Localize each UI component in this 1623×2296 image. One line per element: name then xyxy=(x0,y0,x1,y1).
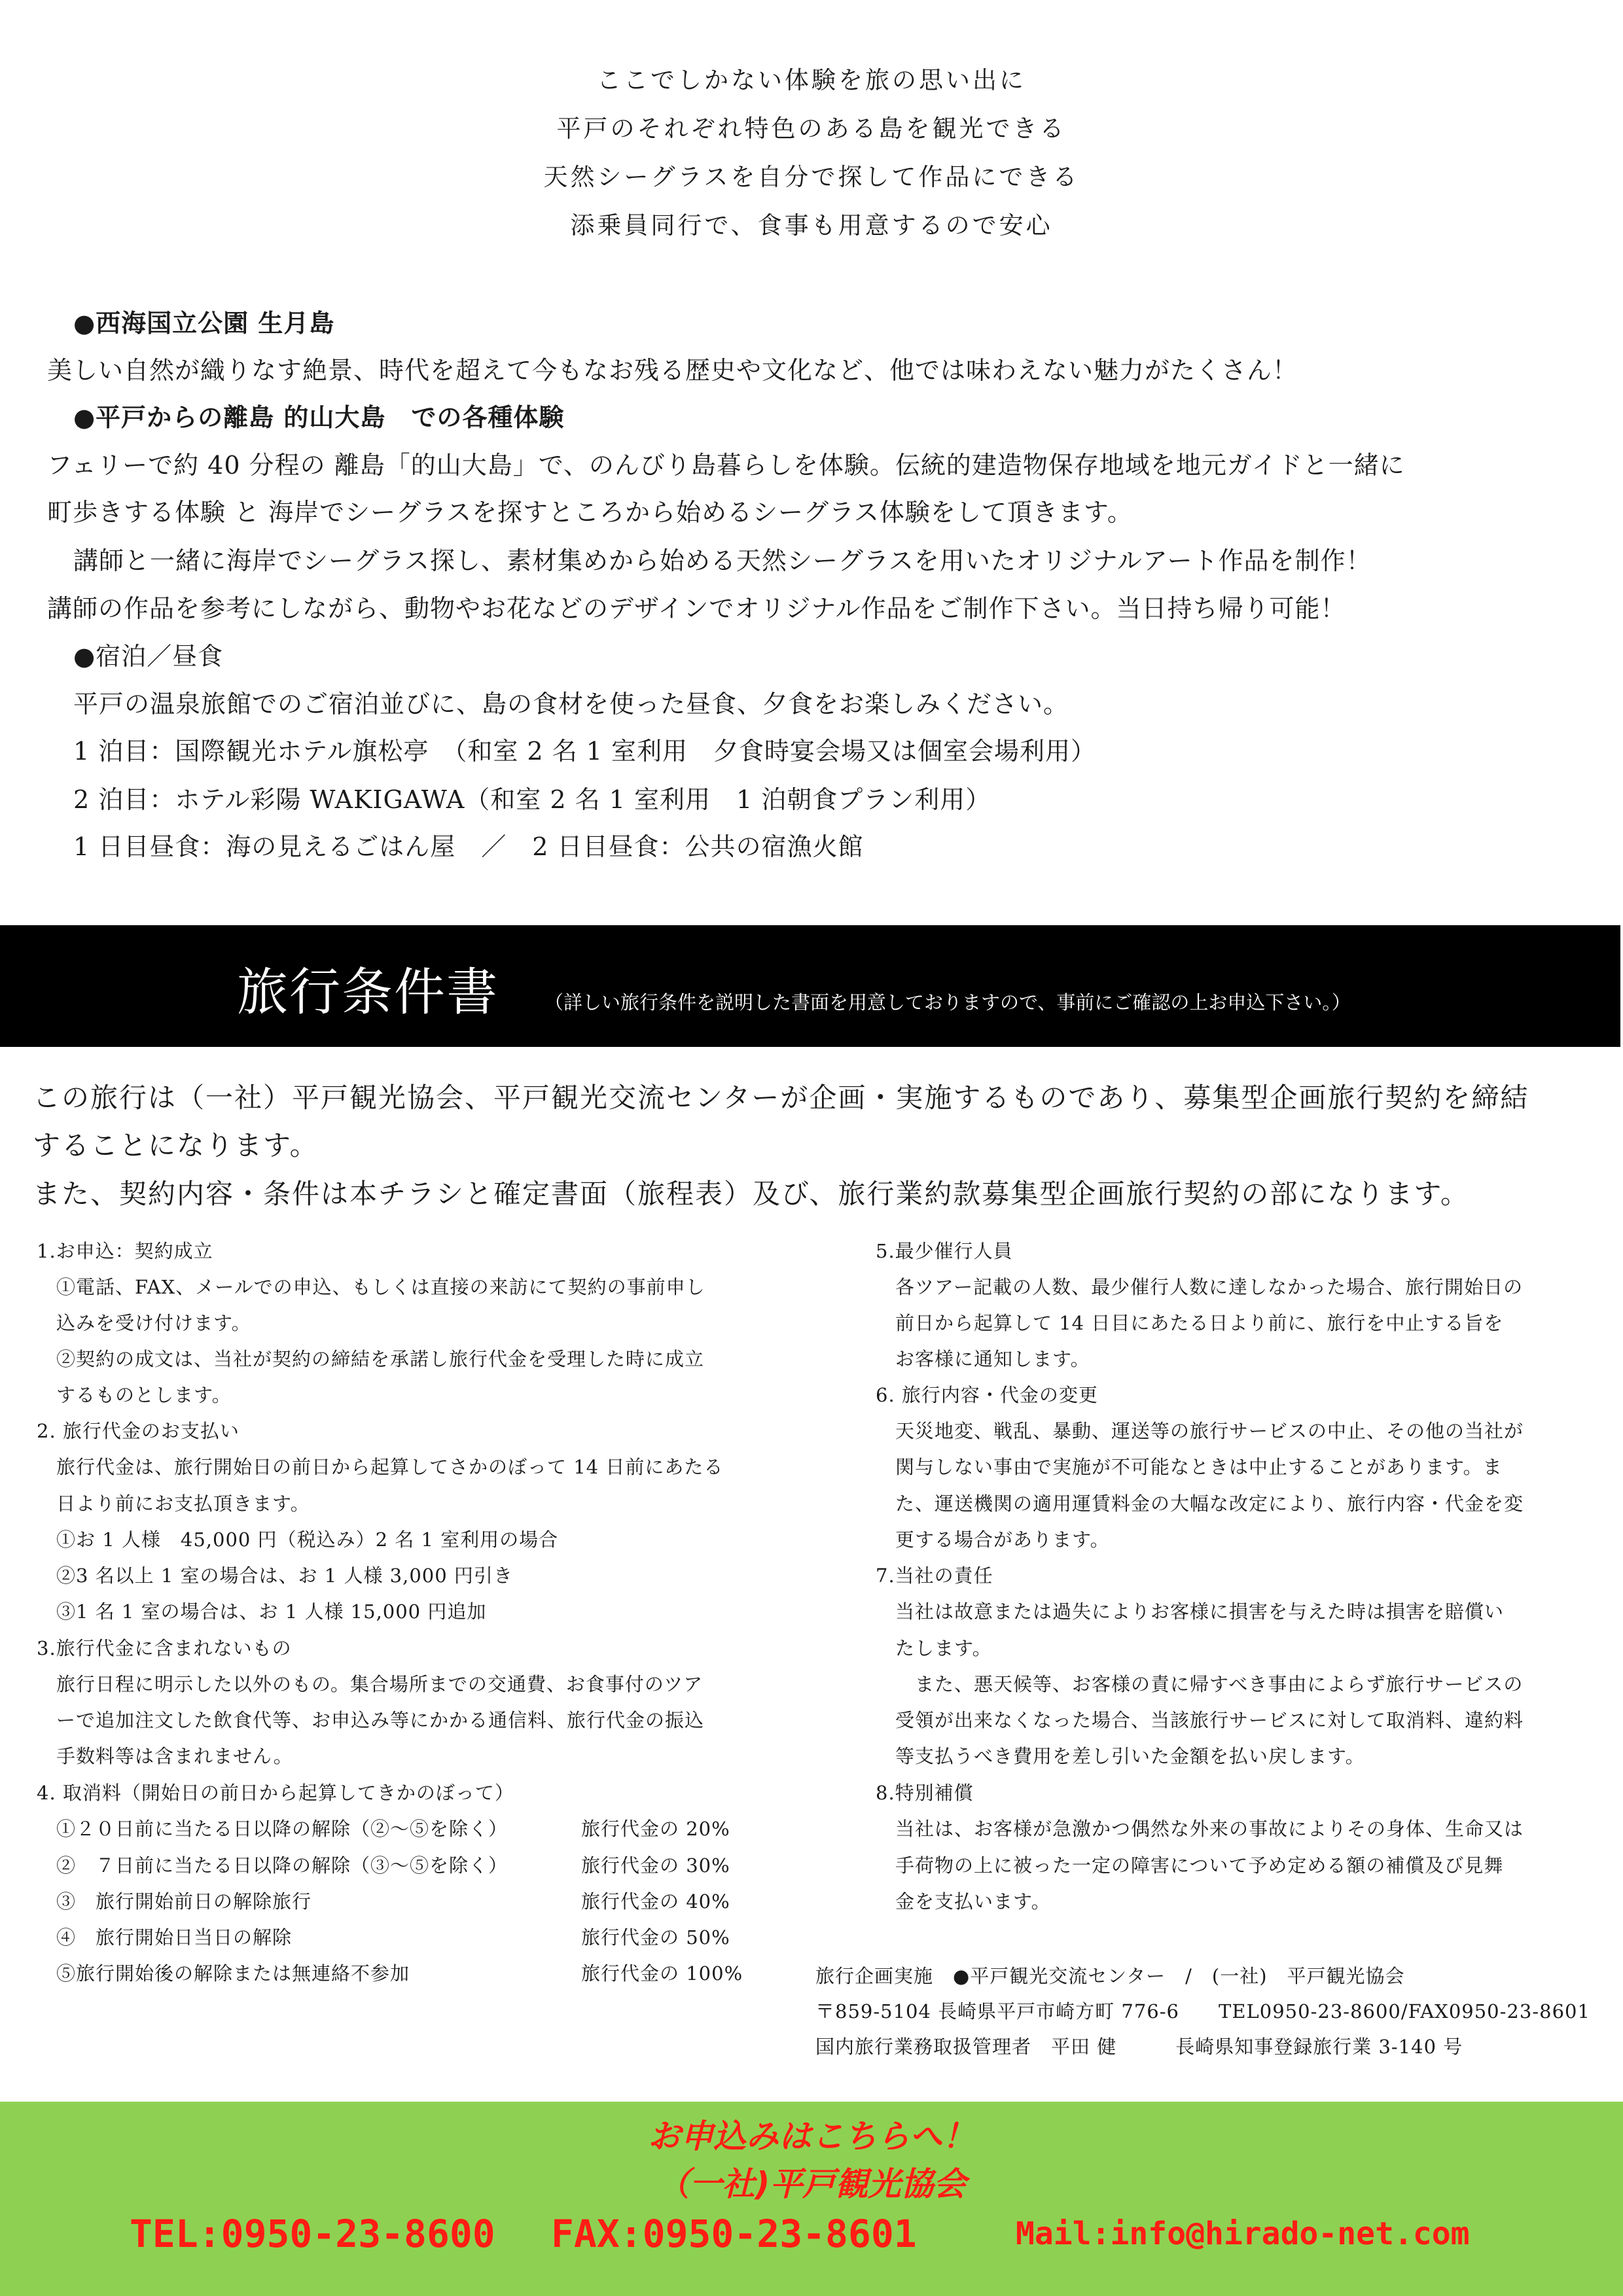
paragraph: 町歩きする体験 と 海岸でシーグラスを探すところから始めるシーグラス体験をして頂きます。 xyxy=(47,498,1133,527)
condition-line: 前日から起算して 14 日目にあたる日より前に、旅行を中止する旨を xyxy=(876,1312,1504,1334)
cancel-fee: 旅行代金の 100% xyxy=(581,1962,743,1985)
cancel-fee: 旅行代金の 20% xyxy=(581,1818,730,1840)
condition-line: 7.当社の責任 xyxy=(876,1564,993,1587)
company-line: 〒859-5104 長崎県平戸市崎方町 776-6 TEL0950-23-8600/FAX0950-23-8601 xyxy=(815,2000,1590,2022)
paragraph: 平戸の温泉旅館でのご宿泊並びに、島の食材を使った昼食、夕食をお楽しみください。 xyxy=(73,690,1069,718)
company-line: 旅行企画実施 ●平戸観光交流センター / (一社) 平戸観光協会 xyxy=(815,1965,1405,1987)
condition-line: 手数料等は含まれません。 xyxy=(37,1745,293,1767)
cancel-label: ④ 旅行開始日当日の解除 xyxy=(56,1926,293,1949)
conditions-banner xyxy=(0,925,1620,1047)
condition-line: 金を支払います。 xyxy=(876,1890,1051,1913)
company-line: 国内旅行業務取扱管理者 平田 健 長崎県知事登録旅行業 3-140 号 xyxy=(815,2036,1463,2058)
condition-line: ③1 名 1 室の場合は、お 1 人様 15,000 円追加 xyxy=(37,1600,487,1623)
condition-line: 旅行日程に明示した以外のもの。集合場所までの交通費、お食事付のツア xyxy=(37,1673,704,1695)
cancel-fee: 旅行代金の 30% xyxy=(581,1854,730,1877)
condition-line: 等支払うべき費用を差し引いた金額を払い戻します。 xyxy=(876,1745,1365,1767)
paragraph: フェリーで約 40 分程の 離島「的山大島」で、のんびり島暮らしを体験。伝統的建造物保存地域を地元ガイドと一緒に xyxy=(47,451,1405,480)
highlight-line: 添乗員同行で、食事も用意するので安心 xyxy=(570,211,1053,239)
condition-line: 8.特別補償 xyxy=(876,1782,974,1804)
condition-line: お客様に通知します。 xyxy=(876,1348,1090,1370)
paragraph: また、契約内容・条件は本チラシと確定書面（旅程表）及び、旅行業約款募集型企画旅行契約の部になります。 xyxy=(33,1178,1469,1210)
cancel-label: ⑤旅行開始後の解除または無連絡不参加 xyxy=(56,1962,410,1985)
paragraph: 講師と一緒に海岸でシーグラス探し、素材集めから始める天然シーグラスを用いたオリジナルアート作品を制作！ xyxy=(73,546,1372,575)
cancel-label: ①２０日前に当たる日以降の解除（②～⑤を除く） xyxy=(56,1818,508,1840)
condition-line: ①電話、FAX、メールでの申込、もしくは直接の来訪にて契約の事前申し xyxy=(37,1276,705,1298)
footer-callout: お申込みはこちらへ！ xyxy=(648,2117,975,2155)
condition-line: 更する場合があります。 xyxy=(876,1528,1110,1551)
condition-line: 関与しない事由で実施が不可能なときは中止することがあります。ま xyxy=(876,1456,1503,1478)
cancel-fee: 旅行代金の 40% xyxy=(581,1890,730,1913)
condition-line: するものとします。 xyxy=(37,1384,232,1406)
condition-line: 5.最少催行人員 xyxy=(876,1240,1013,1262)
condition-line: 6. 旅行内容・代金の変更 xyxy=(876,1384,1098,1406)
condition-line: 4. 取消料（開始日の前日から起算してきかのぼって） xyxy=(37,1782,514,1804)
highlight-line: 天然シーグラスを自分で探して作品にできる xyxy=(543,163,1080,191)
condition-line: 2. 旅行代金のお支払い xyxy=(37,1420,240,1442)
condition-line: 当社は故意または過失によりお客様に損害を与えた時は損害を賠償い xyxy=(876,1600,1505,1623)
paragraph: 美しい自然が織りなす絶景、時代を超えて今もなお残る歴史や文化など、他では味わえない魅力がたくさん！ xyxy=(47,356,1298,385)
condition-line: 手荷物の上に被った一定の障害について予め定める額の補償及び見舞 xyxy=(876,1854,1504,1877)
footer-org: （一社)平戸観光協会 xyxy=(656,2165,967,2203)
cancel-label: ② ７日前に当たる日以降の解除（③～⑤を除く） xyxy=(56,1854,508,1877)
cancel-label: ③ 旅行開始前日の解除旅行 xyxy=(56,1890,312,1913)
banner-title: 旅行条件書 xyxy=(237,963,499,1022)
paragraph: 2 泊目：ホテル彩陽 WAKIGAWA（和室 2 名 1 室利用 1 泊朝食プラン利用） xyxy=(73,785,991,814)
condition-line: 日より前にお支払頂きます。 xyxy=(37,1492,310,1515)
condition-line: 当社は、お客様が急激かつ偶然な外来の事故によりその身体、生命又は xyxy=(876,1818,1524,1840)
condition-line: 旅行代金は、旅行開始日の前日から起算してさかのぼって 14 日前にあたる xyxy=(37,1456,724,1478)
banner-subtitle: （詳しい旅行条件を説明した書面を用意しておりますので、事前にご確認の上お申込下さい。） xyxy=(544,991,1351,1014)
contact-footer xyxy=(0,2102,1623,2296)
paragraph: 1 日目昼食：海の見えるごはん屋 ／ 2 日目昼食：公共の宿漁火館 xyxy=(73,832,864,861)
condition-line: ②契約の成文は、当社が契約の締結を承諾し旅行代金を受理した時に成立 xyxy=(37,1348,705,1370)
condition-line: 各ツアー記載の人数、最少催行人数に達しなかった場合、旅行開始日の xyxy=(876,1276,1524,1298)
paragraph: 講師の作品を参考にしながら、動物やお花などのデザインでオリジナル作品をご制作下さい。当日持ち帰り可能！ xyxy=(47,594,1346,623)
condition-line: た、運送機関の適用運賃料金の大幅な改定により、旅行内容・代金を変 xyxy=(876,1492,1524,1515)
footer-mail[interactable]: Mail:info@hirado-net.com xyxy=(1016,2216,1470,2252)
condition-line: ーで追加注文した飲食代等、お申込み等にかかる通信料、旅行代金の振込 xyxy=(37,1709,705,1731)
highlight-line: 平戸のそれぞれ特色のある島を観光できる xyxy=(556,115,1067,143)
condition-line: ①お 1 人様 45,000 円（税込み）2 名 1 室利用の場合 xyxy=(37,1528,559,1551)
section-heading-ikitsuki: ●西海国立公園 生月島 xyxy=(73,308,335,338)
condition-line: 1.お申込：契約成立 xyxy=(37,1240,213,1262)
condition-line: たします。 xyxy=(876,1637,992,1659)
section-heading-azuchi: ●平戸からの離島 的山大島 での各種体験 xyxy=(73,402,565,432)
footer-fax[interactable]: FAX:0950-23-8601 xyxy=(551,2212,917,2256)
footer-tel[interactable]: TEL:0950-23-8600 xyxy=(130,2212,495,2256)
cancel-fee: 旅行代金の 50% xyxy=(581,1926,730,1949)
paragraph: することになります。 xyxy=(33,1129,319,1161)
condition-line: また、悪天候等、お客様の責に帰すべき事由によらず旅行サービスの xyxy=(876,1673,1524,1695)
section-heading-stay: ●宿泊／昼食 xyxy=(73,642,224,671)
paragraph: 1 泊目：国際観光ホテル旗松亭 （和室 2 名 1 室利用 夕食時宴会場又は個室会場利用） xyxy=(73,737,1097,766)
condition-line: 天災地変、戦乱、暴動、運送等の旅行サービスの中止、その他の当社が xyxy=(876,1420,1524,1442)
condition-line: 3.旅行代金に含まれないもの xyxy=(37,1637,292,1659)
paragraph: この旅行は（一社）平戸観光協会、平戸観光交流センターが企画・実施するものであり、募集型企画旅行契約を締結 xyxy=(33,1082,1529,1114)
highlight-line: ここでしかない体験を旅の思い出に xyxy=(597,66,1026,94)
condition-line: ②3 名以上 1 室の場合は、お 1 人様 3,000 円引き xyxy=(37,1564,513,1587)
condition-line: 受領が出来なくなった場合、当該旅行サービスに対して取消料、違約料 xyxy=(876,1709,1524,1731)
condition-line: 込みを受け付けます。 xyxy=(37,1312,251,1334)
